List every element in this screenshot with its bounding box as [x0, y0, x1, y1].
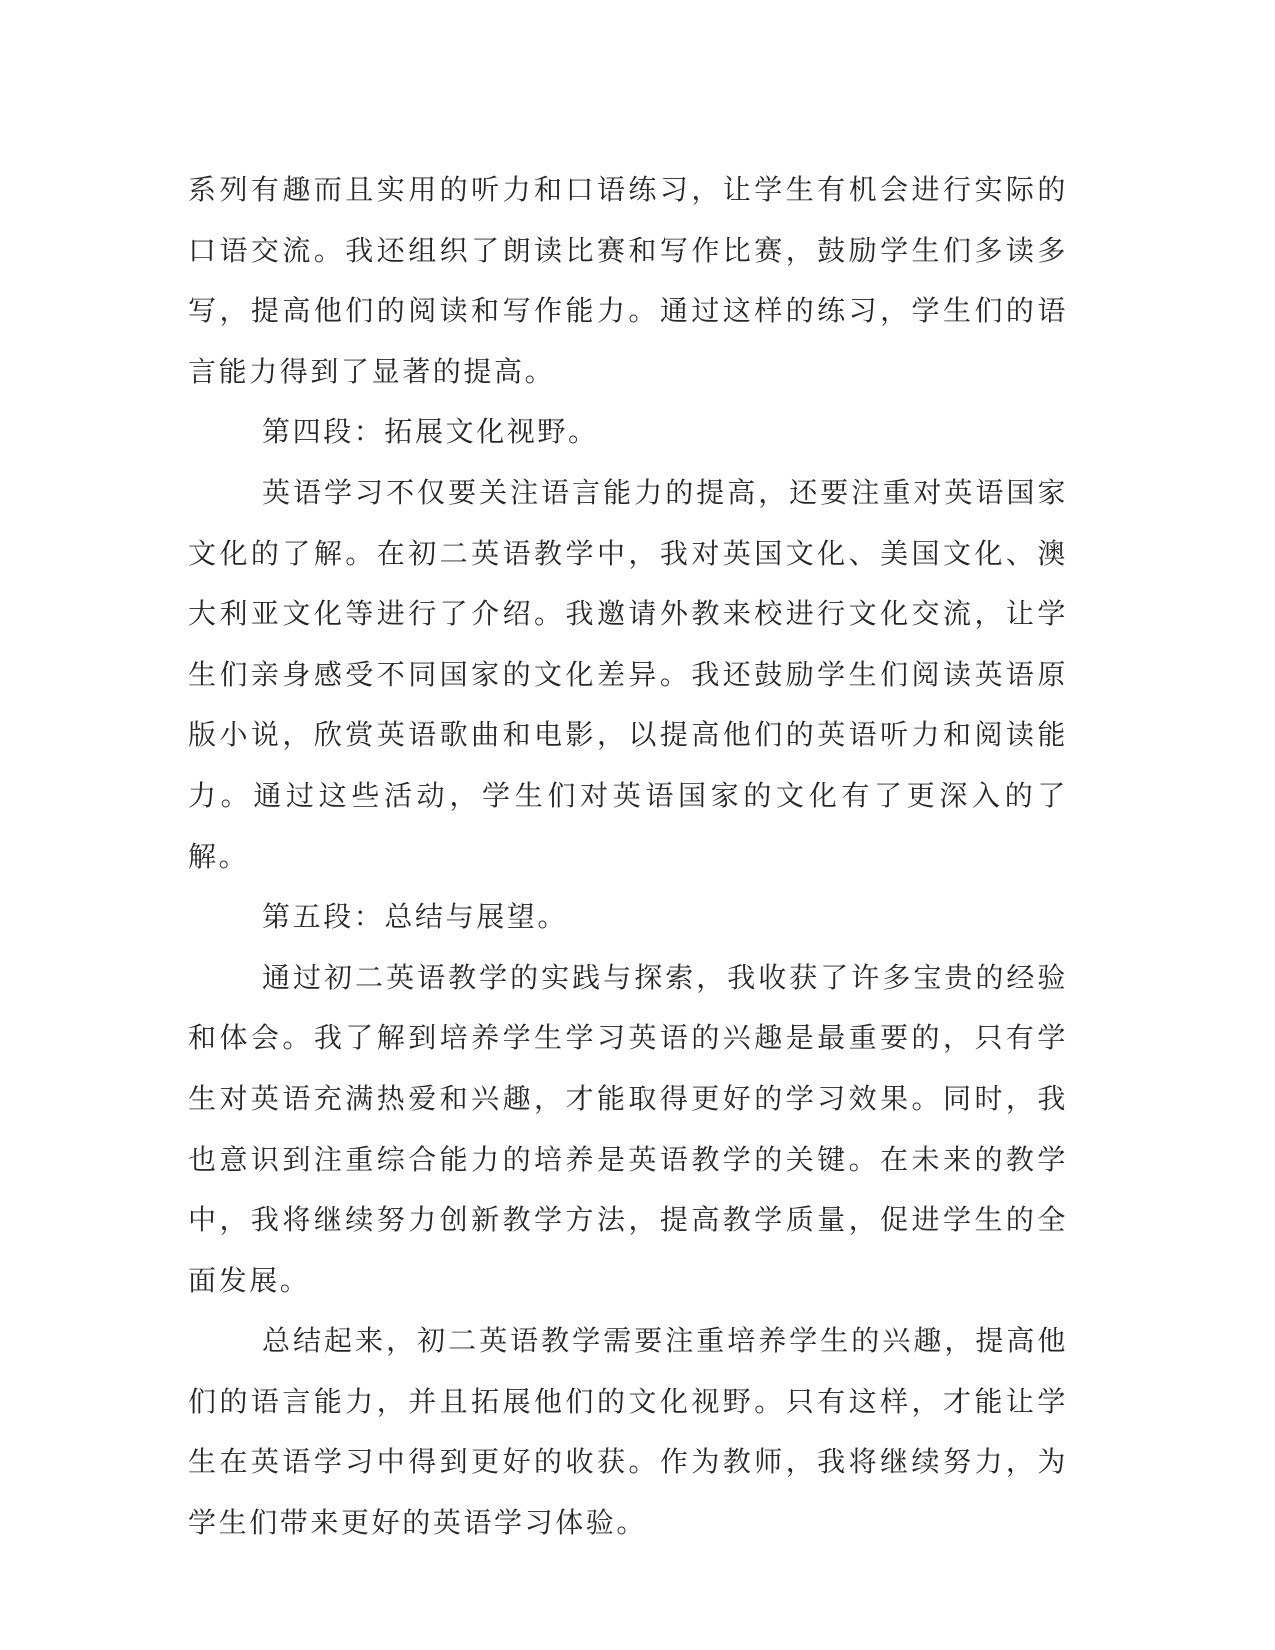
- document-body: [188, 160, 1068, 1554]
- paragraph-culture: 英语学习不仅要关注语言能力的提高，还要注重对英语国家文化的了解。在初二英语教学中，我对英国文化、美国文化、澳大利亚文化等进行了介绍。我邀请外教来校进行文化交流，让学生们亲身感受不同国家的文化差异。我还鼓励学生们阅读英语原版小说，欣赏英语歌曲和电影，以提高他们的英语听力和阅读能力。通过这些活动，学生们对英语国家的文化有了更深入的了解。: [188, 475, 1068, 873]
- section-heading-four: 第四段：拓展文化视野。: [262, 415, 599, 449]
- paragraph-conclusion: 总结起来，初二英语教学需要注重培养学生的兴趣，提高他们的语言能力，并且拓展他们的文化视野。只有这样，才能让学生在英语学习中得到更好的收获。作为教师，我将继续努力，为学生们带来更好的英语学习体验。: [188, 1324, 1068, 1540]
- paragraph-continuation: 系列有趣而且实用的听力和口语练习，让学生有机会进行实际的口语交流。我还组织了朗读比赛和写作比赛，鼓励学生们多读多写，提高他们的阅读和写作能力。通过这样的练习，学生们的语言能力得到了显著的提高。: [188, 173, 1068, 388]
- section-heading-five: 第五段：总结与展望。: [262, 900, 569, 934]
- paragraph-summary-outlook: 通过初二英语教学的实践与探索，我收获了许多宝贵的经验和体会。我了解到培养学生学习英语的兴趣是最重要的，只有学生对英语充满热爱和兴趣，才能取得更好的学习效果。同时，我也意识到注重综合能力的培养是英语教学的关键。在未来的教学中，我将继续努力创新教学方法，提高教学质量，促进学生的全面发展。: [188, 960, 1068, 1297]
